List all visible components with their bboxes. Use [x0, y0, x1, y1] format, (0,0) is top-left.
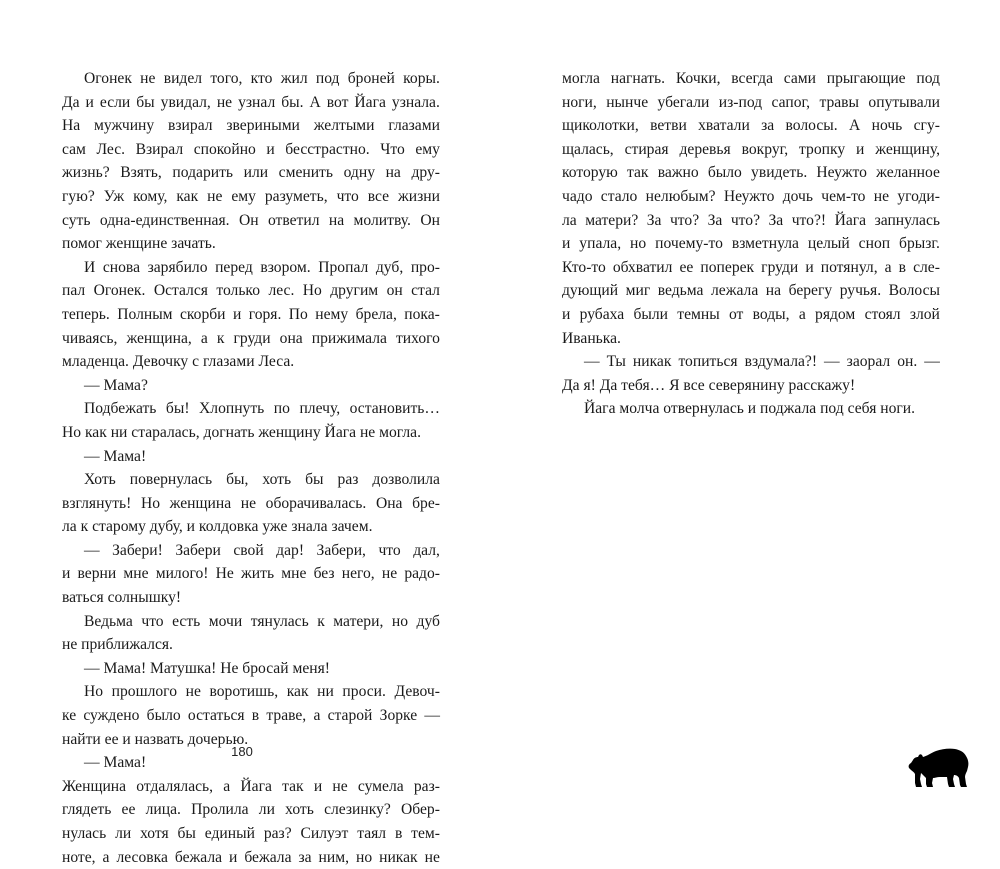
text-line: Да я! Да тебя… Я все северянину расскажу! [562, 376, 856, 394]
text-line: Хоть повернулась бы, хоть бы раз дозволила [84, 471, 440, 489]
text-line: сам Лес. Взирал спокойно и бесстрастно. Что ему [62, 140, 440, 158]
text-line: — Мама! Матушка! Не бросай меня! [84, 659, 330, 677]
text-line: найти ее и назвать дочерью. [62, 730, 249, 748]
text-line: которую так важно было увидеть. Неужто желанное [562, 164, 940, 182]
right-page [562, 67, 940, 421]
bear-logo-icon [907, 743, 971, 788]
text-line: Подбежать бы! Хлопнуть по плечу, остановить… [84, 400, 440, 418]
text-line: ноте, а лесовка бежала и бежала за ним, но никак не [62, 848, 440, 866]
bear-silhouette-icon [909, 749, 969, 787]
text-line: Да и если бы увидал, не узнал бы. А вот Йага узнала. [62, 93, 440, 111]
text-line: чиваясь, женщина, а к груди она прижимала тихого [62, 329, 440, 347]
text-line: — Ты никак топиться вздумала?! — заорал он. — [584, 353, 940, 371]
text-line: — Забери! Забери свой дар! Забери, что дал, [84, 541, 440, 559]
text-line: и верни мне милого! Не жить мне без него, не радо- [62, 565, 440, 583]
text-line: дующий миг ведьма лежала на берегу ручья. Волосы [562, 282, 940, 300]
text-line: Йага молча отвернулась и поджала под себя ноги. [584, 400, 916, 418]
page-number: 180 [231, 744, 253, 759]
text-line: ла матери? За что? За что? За что?! Йага запнулась [562, 211, 940, 229]
text-line: ке суждено было остаться в траве, а старой Зорке — [62, 707, 440, 725]
text-line: чадо стало нелюбым? Неужто дочь чем-то не угоди- [562, 187, 940, 205]
text-line: щалась, стирая деревья вокруг, тропку и женщину, [562, 140, 940, 158]
text-line: Ведьма что есть мочи тянулась к матери, но дуб [84, 612, 440, 630]
text-line: суть одна-единственная. Он ответил на молитву. Он [62, 211, 440, 229]
text-line: теперь. Полным скорби и горя. По нему брела, пока- [62, 305, 440, 323]
text-line: Огонек не видел того, кто жил под броней коры. [84, 70, 440, 87]
text-line: помог женщине зачать. [62, 235, 216, 253]
text-line: жизнь? Взять, подарить или сменить одну на дру- [62, 164, 440, 182]
text-line: щиколотки, ветви хватали за волосы. А ночь сгу- [562, 117, 940, 135]
text-line: и рубаха были темны от воды, а рядом стоял злой [562, 305, 940, 323]
text-line: гую? Уж кому, как не ему разуметь, что все жизни [62, 187, 440, 205]
text-line: нулась ли хотя бы единый раз? Силуэт таял в тем- [62, 825, 440, 842]
text-line: Иванька. [562, 329, 621, 347]
text-line: — Мама! [84, 754, 147, 772]
text-line: — Мама? [84, 376, 148, 394]
text-line: взглянуть! Но женщина не оборачивалась. Она бре- [62, 494, 440, 512]
text-line: Женщина отдалялась, а Йага так и не сумела раз- [62, 777, 440, 795]
text-line: Но прошлого не воротишь, как ни проси. Девоч- [84, 683, 440, 701]
text-line: На мужчину взирал звериными желтыми глазами [62, 117, 440, 135]
text-line: Но как ни старалась, догнать женщину Йага не могла. [62, 423, 421, 441]
text-line: — Мама! [84, 447, 147, 465]
text-line: И снова зарябило перед взором. Пропал дуб, про- [84, 258, 440, 276]
text-line: глядеть ее лица. Пролила ли хоть слезинку? Обер- [62, 801, 440, 819]
text-line: Кто-то обхватил ее поперек груди и потянул, а в сле- [562, 258, 940, 276]
text-line: ваться солнышку! [62, 589, 182, 607]
text-line: младенца. Девочку с глазами Леса. [62, 353, 295, 371]
text-line: могла нагнать. Кочки, всегда сами прыгающие под [562, 70, 940, 87]
text-line: пал Огонек. Остался только лес. Но другим он стал [62, 282, 440, 300]
text-line: не приближался. [62, 636, 173, 654]
text-line: ноги, нынче убегали из-под сапог, травы опутывали [562, 93, 940, 111]
text-line: и упала, но почему-то взметнула целый сноп брызг. [562, 235, 940, 253]
text-line: ла к старому дубу, и колдовка уже знала зачем. [62, 518, 373, 536]
